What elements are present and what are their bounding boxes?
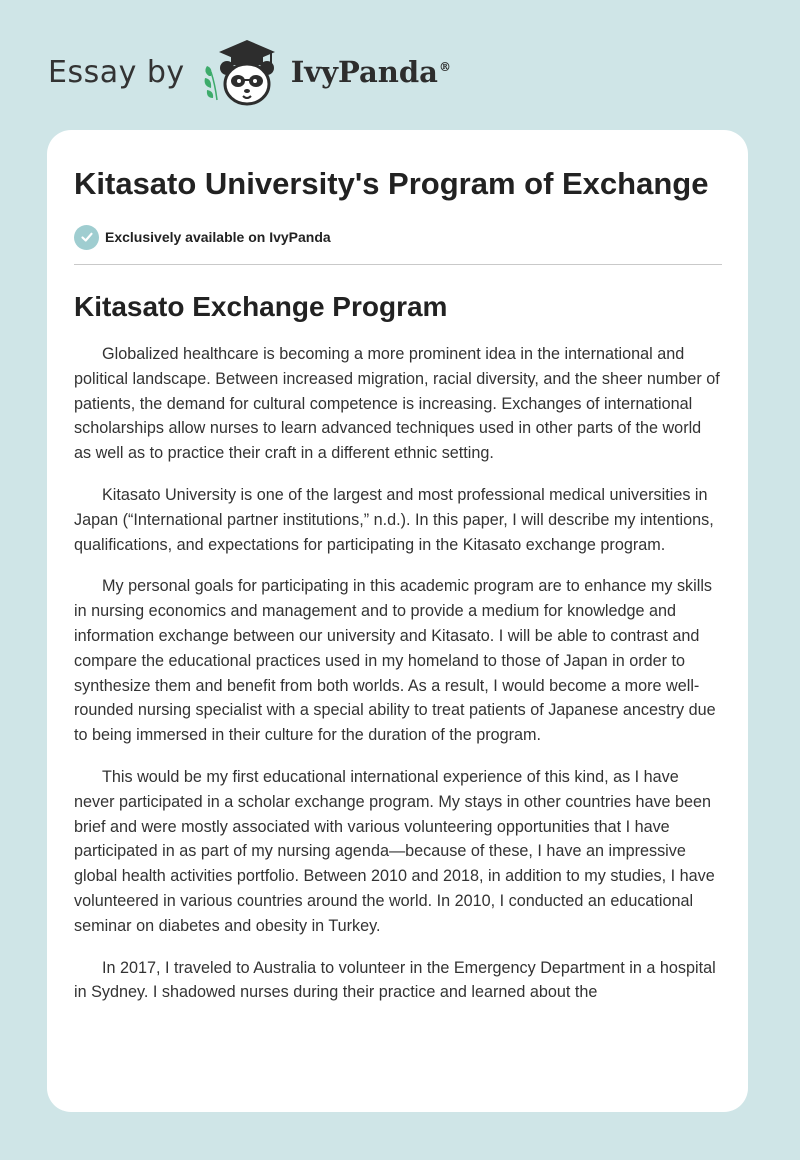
exclusive-badge — [74, 224, 722, 250]
paragraph: In 2017, I traveled to Australia to volunteer in the Emergency Department in a hospital in Sydney. I shadowed nurses during their practice and learned about the — [74, 958, 716, 1002]
badge-text: Exclusively available on IvyPanda — [105, 229, 331, 245]
paragraph: My personal goals for participating in this academic program are to enhance my skills in nursing economics and management and to provide a medium for knowledge and information exchange between our university and Kitasato. I will be able to contrast and compare the educational practices used in my homeland to those of Japan in order to synthesize them and benefit from both worlds. As a result, I would become a more well-rounded nursing specialist with a special ability to treat patients of Japanese ancestry due to being immersed in their culture for the duration of the program. — [74, 577, 716, 745]
registered-mark: ® — [438, 60, 451, 75]
essay-by-label: Essay by — [48, 54, 185, 90]
article-card — [47, 130, 748, 1112]
divider — [74, 264, 722, 265]
brand-name: IvyPanda® — [290, 55, 451, 89]
paragraph: Globalized healthcare is becoming a more prominent idea in the international and political landscape. Between increased migration, racial diversity, and the sheer number of patients, the demand for cultural competence is increasing. Exchanges of international scholarships allow nurses to learn advanced techniques used in other parts of the world as well as to practice their craft in a different ethnic setting. — [74, 345, 720, 463]
article-title: Kitasato University's Program of Exchange — [74, 166, 709, 201]
section-heading: Kitasato Exchange Program — [74, 291, 448, 322]
paragraph: Kitasato University is one of the largest and most professional medical universities in Japan (“International partner institutions,” n.d.). In this paper, I will describe my intentions, qualifications, and expectations for participating in the Kitasato exchange program. — [74, 485, 714, 554]
badge-check-circle — [74, 225, 99, 250]
paragraph: This would be my first educational international experience of this kind, as I have never participated in a scholar exchange program. My stays in other countries have been brief and were mostly associated with various volunteering opportunities that I have participated in as part of my nursing agenda—because of these, I have an impressive global health activities portfolio. Between 2010 and 2018, in addition to my studies, I have volunteered in various countries around the world. In 2010, I conducted an educational seminar on diabetes and obesity in Turkey. — [74, 767, 715, 935]
site-header — [48, 36, 451, 108]
panda-graduate-icon — [199, 36, 283, 108]
check-icon — [80, 230, 94, 244]
